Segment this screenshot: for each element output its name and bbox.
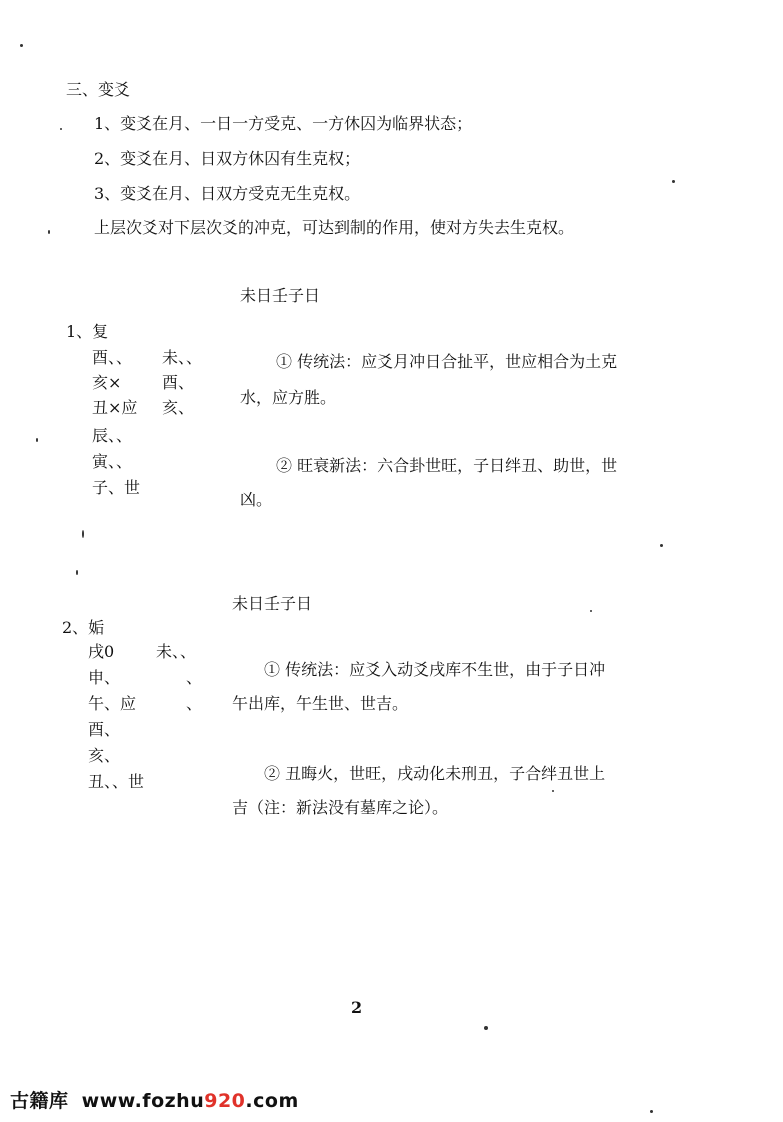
scan-speck	[672, 180, 675, 183]
hexagram-line: 酉、、	[92, 348, 133, 367]
scan-speck	[76, 570, 78, 575]
changed-line: 亥、	[162, 398, 195, 417]
scan-speck	[660, 544, 663, 547]
hexagram-line: 丑×应	[92, 398, 138, 417]
scan-speck	[20, 44, 23, 47]
scan-speck	[484, 1026, 488, 1030]
hexagram-line: 辰、、	[92, 426, 133, 445]
hexagram-line: 丑、、世	[88, 772, 145, 791]
method-text: ② 丑晦火，世旺，戌动化未刑丑，子合绊丑世上	[264, 764, 606, 783]
changed-line: 、	[186, 668, 203, 687]
example-date: 未日壬子日	[240, 286, 321, 305]
site-watermark	[10, 1086, 299, 1113]
changed-line: 未、、	[156, 642, 197, 661]
hexagram-line: 寅、、	[92, 452, 133, 471]
rule-item: 3、变爻在月、日双方受克无生克权。	[94, 184, 361, 203]
hexagram-line: 亥、	[88, 746, 121, 765]
hexagram-line: 酉、	[88, 720, 121, 739]
watermark-url-prefix: www.fozhu	[81, 1090, 205, 1112]
example-date: 未日壬子日	[232, 594, 313, 613]
scan-speck	[590, 610, 592, 612]
changed-line: 未、、	[162, 348, 203, 367]
scan-speck	[82, 530, 84, 538]
hexagram-line: 戌0	[88, 642, 115, 661]
method-text: ① 传统法：应爻入动爻戌库不生世，由于子日冲	[264, 660, 606, 679]
hexagram-line: 子、世	[92, 478, 141, 497]
changed-line: 酉、	[162, 373, 195, 392]
method-text: 吉（注：新法没有墓库之论）。	[232, 798, 449, 817]
example-title: 1、复	[66, 322, 109, 341]
hexagram-line: 申、	[88, 668, 121, 687]
example-title: 2、姤	[62, 618, 105, 637]
rule-note: 上层次爻对下层次爻的冲克，可达到制的作用，使对方失去生克权。	[94, 218, 575, 237]
rule-item: 1、变爻在月、一日一方受克、一方休囚为临界状态；	[94, 114, 473, 133]
scan-speck	[48, 230, 50, 234]
method-text: ② 旺衰新法：六合卦世旺，子日绊丑、助世，世	[276, 456, 618, 475]
hexagram-line: 午、应	[88, 694, 137, 713]
method-text: 午出库，午生世、世吉。	[232, 694, 409, 713]
method-text: ① 传统法：应爻月冲日合扯平，世应相合为土克	[276, 352, 618, 371]
rule-item: 2、变爻在月、日双方休囚有生克权；	[94, 149, 361, 168]
watermark-url-suffix: .com	[245, 1090, 299, 1112]
hexagram-line: 亥×	[92, 373, 122, 392]
scan-speck	[650, 1110, 653, 1113]
section-heading: 三、变爻	[66, 80, 131, 99]
scan-speck	[36, 438, 38, 442]
scan-speck	[552, 790, 554, 792]
watermark-url-number: 920	[204, 1090, 246, 1112]
method-text: 凶。	[240, 490, 273, 509]
watermark-brand: 古籍库	[10, 1090, 69, 1112]
page-number: 2	[351, 998, 363, 1017]
method-text: 水，应方胜。	[240, 388, 337, 407]
changed-line: 、	[186, 694, 203, 713]
scan-speck	[60, 128, 62, 130]
